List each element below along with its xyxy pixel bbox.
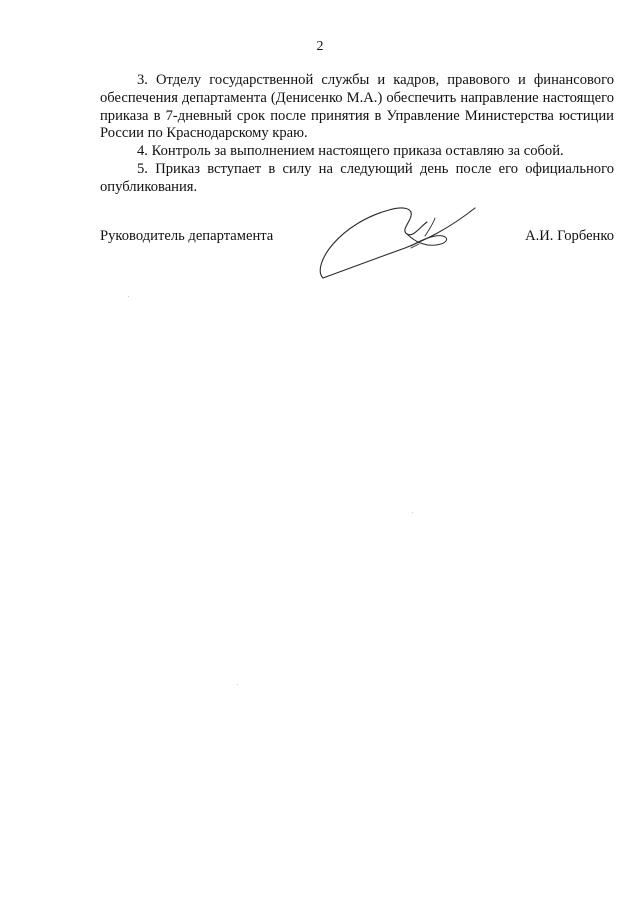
scan-speck bbox=[237, 684, 238, 685]
page-number: 2 bbox=[316, 39, 324, 54]
paragraph-item-4: 4. Контроль за выполнением настоящего приказа оставляю за собой. bbox=[137, 143, 564, 160]
scan-speck bbox=[412, 512, 413, 513]
paragraph-item-5: 5. Приказ вступает в силу на следующий день после его официального опубликования. bbox=[100, 160, 614, 195]
scan-speck bbox=[128, 296, 129, 297]
handwritten-signature-icon bbox=[315, 200, 485, 285]
paragraph-item-3: 3. Отделу государственной службы и кадров, правового и финансового обеспечения департамента (Денисенко М.А.) обеспечить направление настоящего приказа в 7-дневный срок после принятия в Управление Министерства юстиции России по Краснодарскому краю. bbox=[100, 72, 614, 142]
signatory-name: А.И. Горбенко bbox=[525, 228, 614, 244]
signatory-title: Руководитель департамента bbox=[100, 228, 274, 244]
order-body bbox=[100, 72, 614, 197]
